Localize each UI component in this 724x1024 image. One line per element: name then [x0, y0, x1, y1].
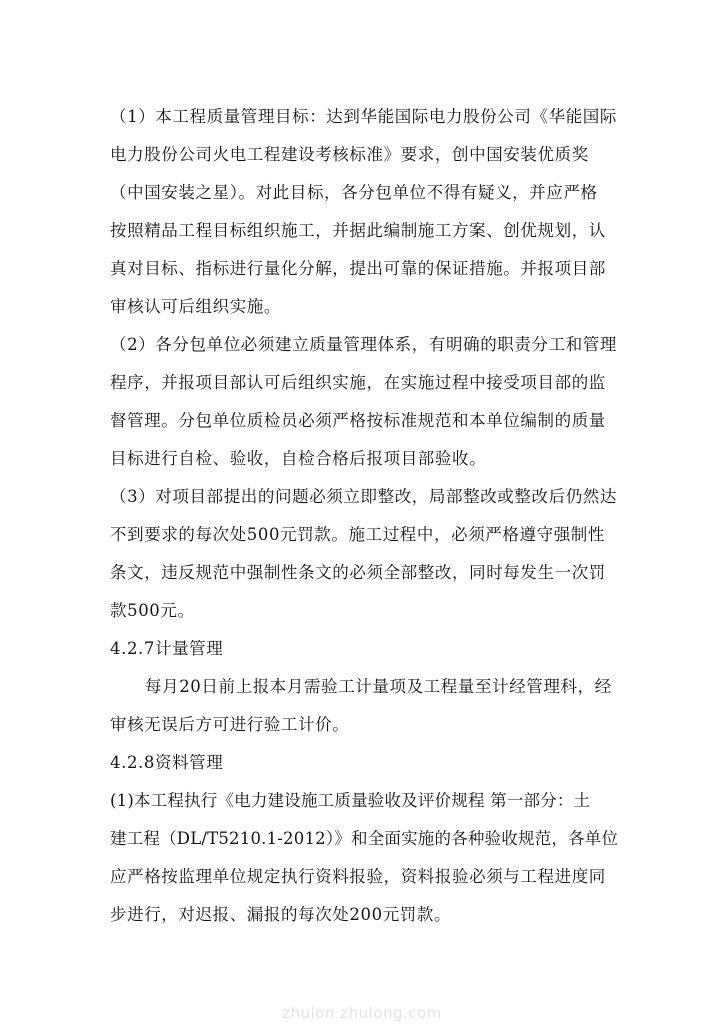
paragraph-3-line-2: 不到要求的每次处500元罚款。施工过程中，必须严格遵守强制性 — [110, 525, 605, 544]
paragraph-2-line-3: 督管理。分包单位质检员必须严格按标准规范和本单位编制的质量 — [110, 411, 606, 430]
paragraph-2-line-1: （2）各分包单位必须建立质量管理体系，有明确的职责分工和管理 — [110, 335, 617, 354]
watermark-text: zhulon zhulong.com — [282, 1004, 442, 1022]
paragraph-5-line-3: 应严格按监理单位规定执行资料报验，资料报验必须与工程进度同 — [110, 867, 606, 886]
paragraph-1-line-1: （1）本工程质量管理目标：达到华能国际电力股份公司《华能国际 — [110, 107, 617, 126]
paragraph-3-line-1: （3）对项目部提出的问题必须立即整改，局部整改或整改后仍然达 — [110, 487, 617, 506]
paragraph-1-line-2: 电力股份公司火电工程建设考核标准》要求，创中国安装优质奖 — [110, 145, 589, 164]
paragraph-3-line-4: 款500元。 — [110, 601, 195, 620]
paragraph-1-line-4: 按照精品工程目标组织施工，并据此编制施工方案、创优规划，认 — [110, 221, 606, 240]
paragraph-5-line-1: (1)本工程执行《电力建设施工质量验收及评价规程 第一部分：土 — [110, 791, 591, 810]
paragraph-3-line-3: 条文，违反规范中强制性条文的必须全部整改，同时每发生一次罚 — [110, 563, 606, 582]
paragraph-2-line-4: 目标进行自检、验收，自检合格后报项目部验收。 — [110, 449, 487, 468]
paragraph-5-line-2: 建工程（DL/T5210.1-2012）》和全面实施的各种验收规范，各单位 — [110, 829, 619, 848]
paragraph-4-line-1: 每月20日前上报本月需验工计量项及工程量至计经管理科，经 — [145, 677, 612, 696]
paragraph-5-line-4: 步进行，对迟报、漏报的每次处200元罚款。 — [110, 905, 452, 924]
section-heading-4-2-7: 4.2.7计量管理 — [110, 639, 224, 658]
paragraph-4-line-2: 审核无误后方可进行验工计价。 — [110, 715, 350, 734]
paragraph-1-line-3: （中国安装之星）。对此目标，各分包单位不得有疑义，并应严格 — [110, 183, 598, 202]
section-heading-4-2-8: 4.2.8资料管理 — [110, 753, 224, 772]
paragraph-2-line-2: 程序，并报项目部认可后组织实施，在实施过程中接受项目部的监 — [110, 373, 606, 392]
paragraph-1-line-5: 真对目标、指标进行量化分解，提出可靠的保证措施。并报项目部 — [110, 259, 606, 278]
paragraph-1-line-6: 审核认可后组织实施。 — [110, 297, 281, 316]
